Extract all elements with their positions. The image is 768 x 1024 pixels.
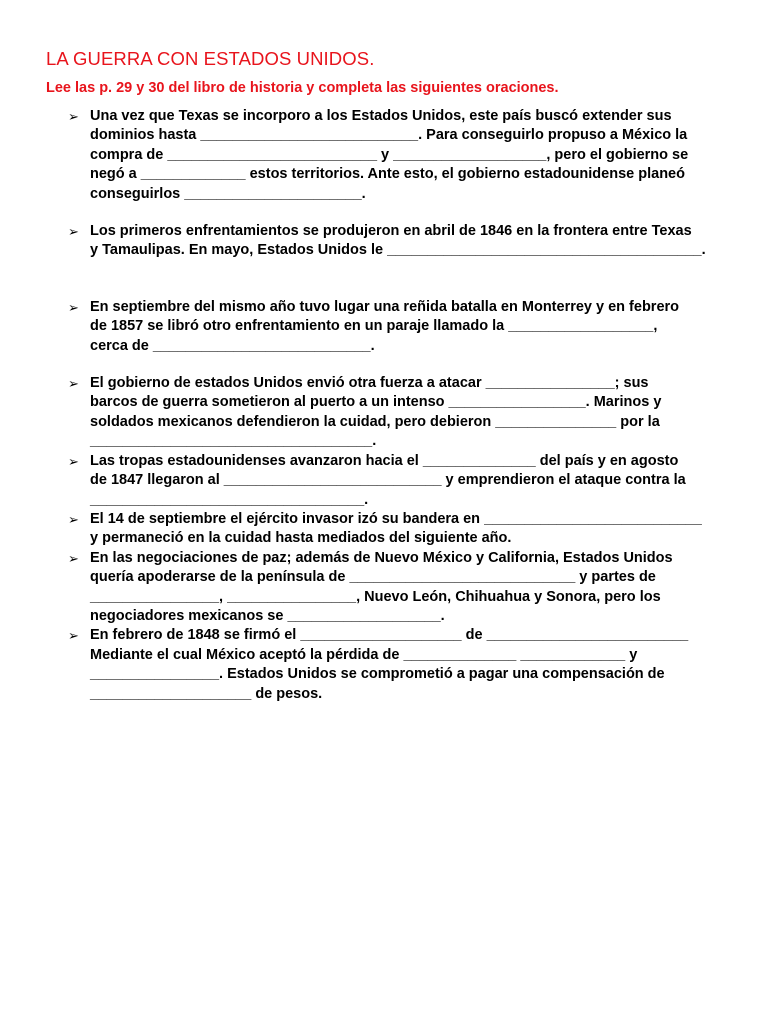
sentence-item [68,298,728,356]
sentence-line: ____________________ de pesos. [90,685,323,702]
sentence-line: barcos de guerra sometieron al puerto a un intenso _________________. Marinos y [90,394,662,411]
sentence-line: En febrero de 1848 se firmó el ____________________ de _________________________ [90,627,689,644]
sentence-line: de 1847 llegaron al ___________________________ y emprendieron el ataque contra la [90,472,686,489]
sentence-line: y permaneció en la cuidad hasta mediados del siguiente año. [90,530,512,547]
arrow-bullet-icon: ➢ [68,550,79,566]
sentence-line: Una vez que Texas se incorporo a los Estados Unidos, este país buscó extender sus [90,108,672,124]
sentence-item [68,549,728,627]
sentence-item [68,107,728,204]
worksheet-title: LA GUERRA CON ESTADOS UNIDOS. [46,48,375,69]
arrow-bullet-icon: ➢ [68,299,79,315]
sentence-list [68,107,728,704]
arrow-bullet-icon: ➢ [68,376,79,392]
sentence-item [68,222,728,261]
sentence-line: __________________________________. [90,491,369,508]
arrow-bullet-icon: ➢ [68,511,79,527]
sentence-line: de 1857 se libró otro enfrentamiento en un paraje llamado la __________________, [90,318,658,335]
sentence-line: negó a _____________ estos territorios. Ante esto, el gobierno estadounidense planeó [90,166,685,183]
sentence-line: ________________, ________________, Nuevo León, Chihuahua y Sonora, pero los [90,588,661,605]
sentence-line: dominios hasta ___________________________. Para conseguirlo propuso a México la [90,127,688,144]
sentence-line: y Tamaulipas. En mayo, Estados Unidos le _______________________________________. [90,242,706,259]
arrow-bullet-icon: ➢ [68,453,79,469]
arrow-bullet-icon: ➢ [68,628,79,644]
sentence-line: negociadores mexicanos se ___________________. [90,607,445,624]
sentence-item [68,374,728,452]
sentence-line: En las negociaciones de paz; además de Nuevo México y California, Estados Unidos [90,549,673,566]
sentence-line: Mediante el cual México aceptó la pérdida de ______________ _____________ y [90,646,638,663]
arrow-bullet-icon: ➢ [68,224,79,240]
sentence-line: ________________. Estados Unidos se comprometió a pagar una compensación de [90,666,665,683]
sentence-line: quería apoderarse de la península de ____________________________ y partes de [90,569,656,586]
sentence-line: ___________________________________. [90,433,377,450]
sentence-item [68,510,728,549]
sentence-item [68,452,728,510]
arrow-bullet-icon: ➢ [68,109,79,124]
worksheet-instructions: Lee las p. 29 y 30 del libro de historia y completa las siguientes oraciones. [46,80,559,96]
sentence-line: soldados mexicanos defendieron la cuidad, pero debieron _______________ por la [90,413,660,430]
sentence-line: Las tropas estadounidenses avanzaron hacia el ______________ del país y en agosto [90,452,679,469]
sentence-line: cerca de ___________________________. [90,337,375,354]
sentence-line: Los primeros enfrentamientos se produjeron en abril de 1846 en la frontera entre Texas [90,223,692,240]
sentence-line: El gobierno de estados Unidos envió otra fuerza a atacar ________________; sus [90,375,649,392]
sentence-line: compra de __________________________ y ___________________, pero el gobierno se [90,146,689,163]
sentence-line: conseguirlos ______________________. [90,185,366,202]
sentence-line: El 14 de septiembre el ejército invasor izó su bandera en ___________________________ [90,510,702,527]
sentence-line: En septiembre del mismo año tuvo lugar una reñida batalla en Monterrey y en febrero [90,298,680,315]
sentence-item [68,626,728,704]
